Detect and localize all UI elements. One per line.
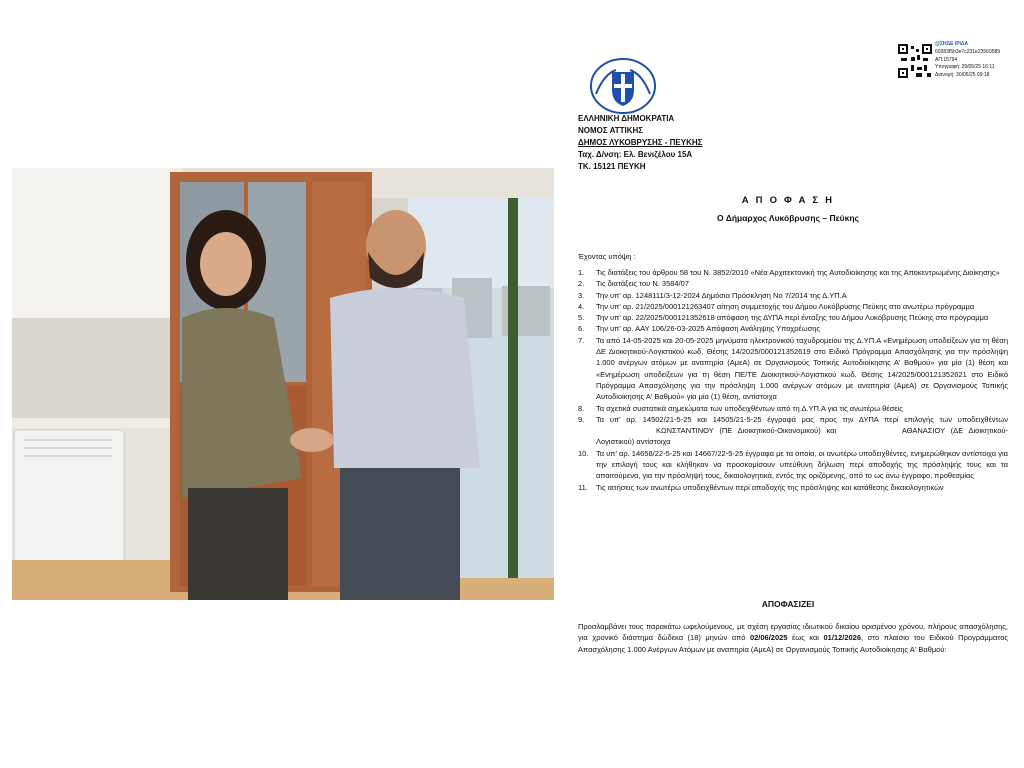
decision-document: [560, 40, 1016, 740]
stamp-signed: Υπογραφή: 29/05/25 16:11: [935, 64, 995, 71]
prefecture-name: ΝΟΜΟΣ ΑΤΤΙΚΗΣ: [578, 126, 644, 135]
considering-label: Έχοντας υπόψη :: [578, 252, 636, 261]
stamp-code: 60383f5b3e7c231e23560589: [935, 48, 1001, 55]
issuer-header: [578, 113, 778, 173]
date-to: 01/12/2026: [823, 633, 862, 643]
municipality-name: ΔΗΜΟΣ ΛΥΚΟΒΡΥΣΗΣ - ΠΕΥΚΗΣ: [578, 138, 703, 147]
meeting-photo: [12, 168, 554, 600]
postcode: ΤΚ. 15121 ΠΕΥΚΗ: [578, 162, 646, 171]
list-item: 4. Την υπ' αρ. 21/2025/000121263407 αίτηση συμμετοχής του Δήμου Λυκόβρυσης Πεύκης στο ανωτέρω πρόγραμμα: [578, 301, 975, 311]
stamp-distributed: Διανομή: 30/05/25 09:18: [935, 72, 990, 79]
country-name: ΕΛΛΗΝΙΚΗ ΔΗΜΟΚΡΑΤΙΑ: [578, 114, 675, 123]
decides-heading: ΑΠΟΦΑΣΙΖΕΙ: [761, 599, 815, 609]
decision-paragraph: Προσλαμβάνει τους παρακάτω ωφελούμενους, με σχέση εργασίας ιδιωτικού δικαίου ορισμένου χρόνου, πλήρους απασχόλησης, για χρονικό διάστημα δώδεκα (18) μηνών από 02/06/2025 έως και 01/12/2026, στο πλαίσιο του Ειδικού Προγράμματος Απασχόλησης 1.000 Ανέργων Ατόμων με αναπηρία (ΑμεΑ) σε Οργανισμούς Τοπικής Αυτοδιοίκησης Α' Βαθμού:: [578, 622, 1008, 654]
qr-code-icon: [897, 43, 933, 79]
list-item: 5. Την υπ' αρ. 22/2025/000121352618 απόφαση της ΔΥΠΑ περί ένταξης του Δήμου Λυκόβρυσης Πεύκης στο πρόγραμμα: [578, 313, 989, 323]
digital-signature-stamp: [935, 41, 1015, 80]
list-item: 6. Την υπ' αρ. ΑΑΥ 106/26-03-2025 Απόφαση Ανάληψης Υποχρέωσης: [578, 324, 821, 334]
date-from: 02/06/2025: [749, 633, 788, 643]
list-item: 7. Τα από 14-05-2025 και 20-05-2025 μηνύματα ηλεκτρονικού ταχυδρομείου της Δ.ΥΠ.Α «Ενημέρωση υποδείξεων για τη θέση ΔΕ Διοικητικού-Λογιστικού κωδ. Θέσης 14/2025/000121352619 στο Ειδικό Πρόγραμμα Απασχόλησης για την πρόσληψη 1.000 ανέργων ατόμων με αναπηρία (ΑμεΑ) σε Οργανισμούς Τοπικής Αυτοδιοίκησης Α' Βαθμού» για μία (1) θέση και «Ενημέρωση υποδείξεων για τη θέση ΠΕ/ΤΕ Διοικητικού-Λογιστικού κωδ. Θέσης 14/2025/000121352621 στο Ειδικό Πρόγραμμα Απασχόλησης για την πρόσληψη 1.000 ανέργων ατόμων με αναπηρία (ΑμεΑ) σε Οργανισμούς Τοπικής Αυτοδιοίκησης Α' Βαθμού» για μία (1) θέση, αντίστοιχα: [578, 335, 1008, 402]
list-item: 9. Τα υπ' αρ. 14502/21-5-25 και 14505/21-5-25 έγγραφά μας προς την ΔΥΠΑ περί επιλογής των υποδειχθέντων ΚΩΝΣΤΑΝΤΙΝΟΥ (ΠΕ Διοικητικού-Οικονομικού) και ΑΘΑΝΑΣΙΟΥ (ΔΕ Διοικητικού-Λογιστικού) αντίστοιχα: [578, 414, 1008, 447]
stamp-brand: @ΣΗΔΕ ΙΡΙΔΑ: [935, 41, 969, 47]
mayor-line: Ο Δήμαρχος Λυκόβρυσης – Πεύκης: [717, 213, 859, 223]
list-item: 1. Τις διατάξεις του άρθρου 58 του Ν. 3852/2010 «Νέα Αρχιτεκτονική της Αυτοδιοίκησης και της Αποκεντρωμένης Διοίκησης»: [578, 268, 1000, 277]
document-title: Α Π Ο Φ Α Σ Η: [741, 195, 835, 206]
considerations-list: [578, 267, 1008, 493]
postal-address: Ταχ. Δ/νση: Ελ. Βενιζέλου 15Α: [578, 150, 693, 159]
greek-coat-of-arms-icon: [590, 58, 656, 114]
list-item: 8. Τα σχετικά συστατικά σημειώματα των υποδειχθέντων από τη Δ.ΥΠ.Α για τις ανωτέρω θέσεις: [578, 403, 903, 413]
stamp-protocol: ΑΠ:15794: [935, 56, 958, 63]
list-item: 10. Τα υπ' αρ. 14658/22-5-25 και 14667/22-5-25 έγγραφα με τα οποία, οι ανωτέρω υποδειχθέντες, ενημερώθηκαν αντίστοιχα για την επιλογή τους και κλήθηκαν να προσκομίσουν υπεύθυνη δήλωση περί αποδοχής της πρόσληψής τους και τα απαιτούμενα, για την πρόσληψή τους, δικαιολογητικά, εντός της οριζόμενης, από το ως άνω έγγραφο, προθεσμίας: [578, 448, 1008, 481]
list-item: 11. Τις αιτήσεις των ανωτέρω υποδειχθέντων περί αποδοχής της πρόσληψης και κατάθεσης δικαιολογητικών: [578, 482, 944, 492]
list-item: 2. Τις διατάξεις του Ν. 3584/07: [578, 279, 690, 289]
list-item: 3. Την υπ' αρ. 1248111/3-12-2024 Δημόσια Πρόσκληση Νο 7/2014 της Δ.ΥΠ.Α: [578, 290, 847, 300]
